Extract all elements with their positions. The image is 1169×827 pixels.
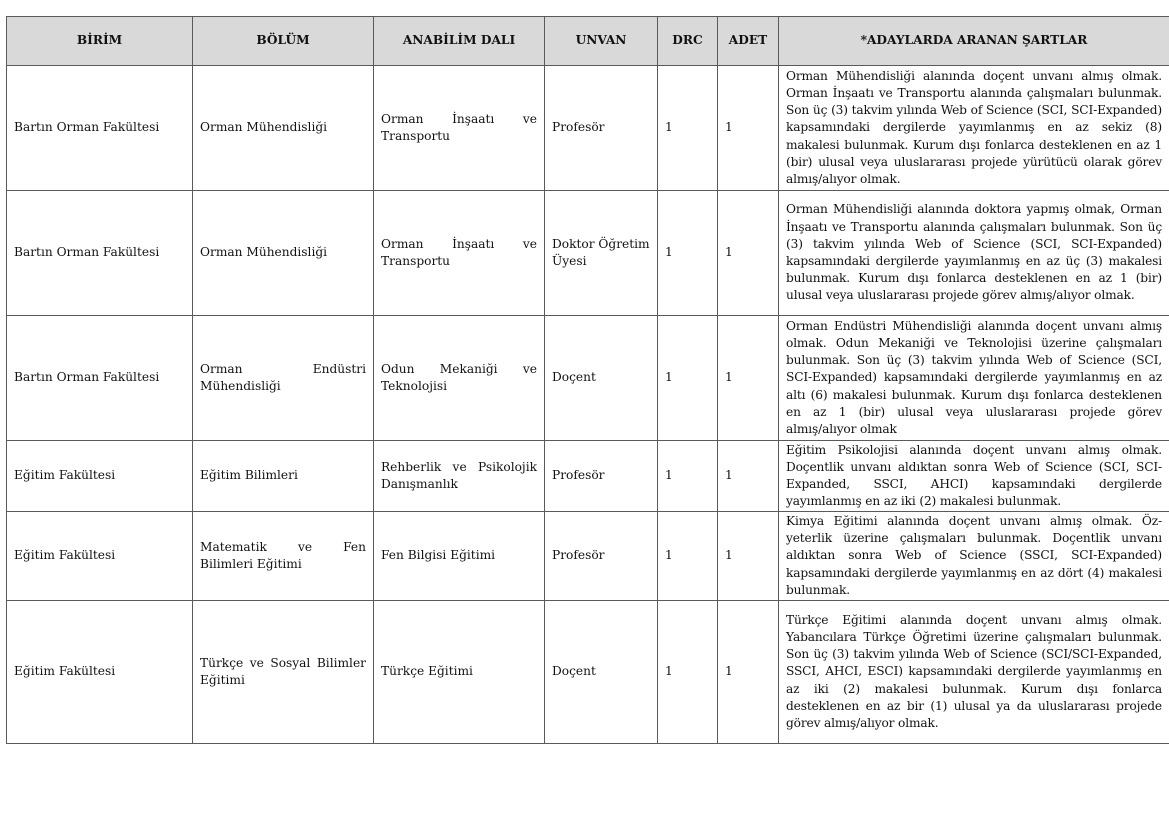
cell-anabilim-dali: Odun Mekaniği ve Teknolojisi: [374, 316, 545, 441]
cell-sartlar: Eğitim Psikolojisi alanında doçent unvanı almış olmak. Doçentlik unvanı aldıktan sonra Web of Science (SCI, SCI-Expanded, SSCI, AHCI) kapsamındaki dergilerde yayımlanmış en az iki (2) makalesi bulunmak.: [779, 441, 1169, 512]
cell-birim: Bartın Orman Fakültesi: [7, 66, 193, 191]
header-bolum: BÖLÜM: [193, 17, 374, 66]
cell-unvan: Profesör: [545, 441, 658, 512]
header-unvan: UNVAN: [545, 17, 658, 66]
table-row: [7, 512, 1169, 601]
table-row: [7, 316, 1169, 441]
cell-unvan: Doktor Öğretim Üyesi: [545, 191, 658, 316]
cell-anabilim-dali: Türkçe Eğitimi: [374, 601, 545, 744]
cell-unvan: Doçent: [545, 601, 658, 744]
cell-sartlar: Kimya Eğitimi alanında doçent unvanı almış olmak. Öz-yeterlik üzerine çalışmaları bulunmak. Doçentlik unvanı aldıktan sonra Web of Science (SSCI, SCI-Expanded) kapsamındaki dergilerde yayımlanmış en az dört (4) makalesi bulunmak.: [779, 512, 1169, 601]
table-row: [7, 66, 1169, 191]
cell-unvan: Profesör: [545, 66, 658, 191]
cell-adet: 1: [718, 316, 779, 441]
cell-birim: Eğitim Fakültesi: [7, 512, 193, 601]
cell-birim: Bartın Orman Fakültesi: [7, 316, 193, 441]
header-sartlar: *ADAYLARDA ARANAN ŞARTLAR: [779, 17, 1169, 66]
cell-anabilim-dali: Fen Bilgisi Eğitimi: [374, 512, 545, 601]
cell-anabilim-dali: Rehberlik ve Psikolojik Danışmanlık: [374, 441, 545, 512]
cell-sartlar: Orman Mühendisliği alanında doçent unvanı almış olmak. Orman İnşaatı ve Transportu alanında çalışmaları bulunmak. Son üç (3) takvim yılında Web of Science (SCI, SCI-Expanded) kapsamındaki dergilerde yayımlanmış en az sekiz (8) makalesi bulunmak. Kurum dışı fonlarca desteklenen en az 1 (bir) ulusal veya uluslararası projede yürütücü olarak görev almış/alıyor olmak.: [779, 66, 1169, 191]
cell-bolum: Eğitim Bilimleri: [193, 441, 374, 512]
cell-drc: 1: [658, 441, 718, 512]
table-body: [7, 66, 1169, 744]
cell-drc: 1: [658, 66, 718, 191]
cell-adet: 1: [718, 191, 779, 316]
table-row: [7, 441, 1169, 512]
header-adet: ADET: [718, 17, 779, 66]
cell-unvan: Doçent: [545, 316, 658, 441]
table-header: [7, 17, 1169, 66]
table-row: [7, 601, 1169, 744]
cell-birim: Bartın Orman Fakültesi: [7, 191, 193, 316]
cell-birim: Eğitim Fakültesi: [7, 441, 193, 512]
cell-drc: 1: [658, 191, 718, 316]
cell-sartlar: Türkçe Eğitimi alanında doçent unvanı almış olmak. Yabancılara Türkçe Öğretimi üzerine çalışmaları bulunmak. Son üç (3) takvim yılında Web of Science (SCI/SCI-Expanded, SSCI, AHCI, ESCI) kapsamındaki dergilerde yayımlanmış en az iki (2) makalesi bulunmak. Kurum dışı fonlarca desteklenen en az bir (1) ulusal ya da uluslararası projede görev almış/alıyor olmak.: [779, 601, 1169, 744]
cell-bolum: Orman Mühendisliği: [193, 66, 374, 191]
cell-anabilim-dali: Orman İnşaatı ve Transportu: [374, 191, 545, 316]
cell-adet: 1: [718, 512, 779, 601]
cell-bolum: Orman Mühendisliği: [193, 191, 374, 316]
cell-adet: 1: [718, 66, 779, 191]
header-drc: DRC: [658, 17, 718, 66]
cell-adet: 1: [718, 441, 779, 512]
header-anabilim-dali: ANABİLİM DALI: [374, 17, 545, 66]
cell-drc: 1: [658, 316, 718, 441]
header-row: [7, 17, 1169, 66]
header-birim: BİRİM: [7, 17, 193, 66]
cell-bolum: Orman Endüstri Mühendisliği: [193, 316, 374, 441]
cell-adet: 1: [718, 601, 779, 744]
cell-sartlar: Orman Mühendisliği alanında doktora yapmış olmak, Orman İnşaatı ve Transportu alanında çalışmaları bulunmak. Son üç (3) takvim yılında Web of Science (SCI, SCI-Expanded) kapsamındaki dergilerde yayımlanmış en az üç (3) makalesi bulunmak. Kurum dışı fonlarca desteklenen en az 1 (bir) ulusal veya uluslararası projede görev almış/alıyor olmak.: [779, 191, 1169, 316]
cell-anabilim-dali: Orman İnşaatı ve Transportu: [374, 66, 545, 191]
cell-unvan: Profesör: [545, 512, 658, 601]
cell-bolum: Türkçe ve Sosyal Bilimler Eğitimi: [193, 601, 374, 744]
cell-bolum: Matematik ve Fen Bilimleri Eğitimi: [193, 512, 374, 601]
cell-drc: 1: [658, 512, 718, 601]
cell-drc: 1: [658, 601, 718, 744]
cell-sartlar: Orman Endüstri Mühendisliği alanında doçent unvanı almış olmak. Odun Mekaniği ve Teknolojisi üzerine çalışmaları bulunmak. Son üç (3) takvim yılında Web of Science (SCI, SCI-Expanded) kapsamındaki dergilerde yayımlanmış en az altı (6) makalesi bulunmak. Kurum dışı fonlarca desteklenen en az 1 (bir) ulusal veya uluslararası projede görev almış/alıyor olmak: [779, 316, 1169, 441]
positions-table: [6, 16, 1169, 744]
cell-birim: Eğitim Fakültesi: [7, 601, 193, 744]
table-row: [7, 191, 1169, 316]
